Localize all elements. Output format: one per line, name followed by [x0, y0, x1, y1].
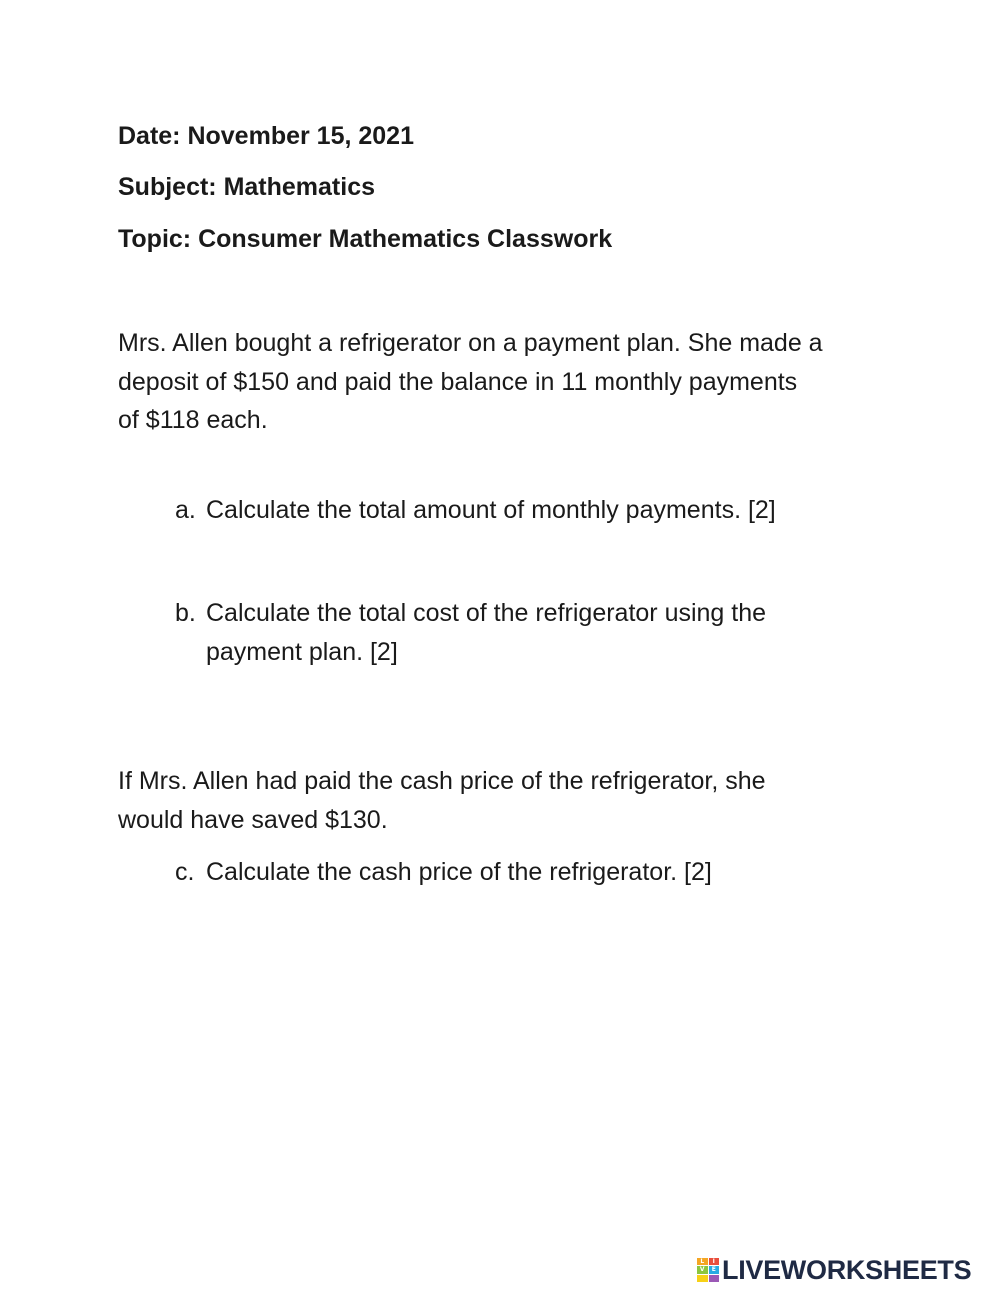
- question-c: [175, 853, 712, 892]
- question-b: [175, 594, 766, 671]
- question-label: a.: [175, 496, 196, 524]
- logo-tile: E: [709, 1266, 720, 1273]
- question-text: payment plan. [2]: [206, 637, 398, 666]
- logo-tile: I: [709, 1258, 720, 1265]
- followup-line: would have saved $130.: [118, 805, 388, 834]
- question-a: [175, 491, 776, 530]
- intro-line: deposit of $150 and paid the balance in 11 monthly payments: [118, 367, 798, 396]
- subject-heading: Subject: Mathematics: [118, 173, 376, 201]
- intro-line: Mrs. Allen bought a refrigerator on a payment plan. She made a: [118, 329, 823, 357]
- topic-heading: Topic: Consumer Mathematics Classwork: [118, 225, 613, 253]
- question-label: b.: [175, 599, 196, 627]
- intro-paragraph: [118, 324, 898, 440]
- followup-paragraph: [118, 762, 898, 839]
- question-text: Calculate the total cost of the refrigerator using the: [206, 599, 767, 627]
- liveworksheets-logo-icon: [697, 1258, 719, 1282]
- intro-line: of $118 each.: [118, 406, 268, 434]
- question-label: c.: [175, 858, 195, 886]
- logo-tile: L: [697, 1258, 708, 1265]
- question-text: Calculate the total amount of monthly payments. [2]: [206, 496, 776, 524]
- logo-tile: [709, 1275, 720, 1282]
- date-heading: Date: November 15, 2021: [118, 122, 414, 150]
- logo-tile: V: [697, 1266, 708, 1273]
- liveworksheets-logo-text: LIVEWORKSHEETS: [722, 1255, 972, 1285]
- logo-tile: [697, 1275, 708, 1282]
- question-text: Calculate the cash price of the refrigerator. [2]: [206, 858, 712, 886]
- followup-line: If Mrs. Allen had paid the cash price of the refrigerator, she: [118, 767, 766, 795]
- liveworksheets-logo: [697, 1256, 971, 1284]
